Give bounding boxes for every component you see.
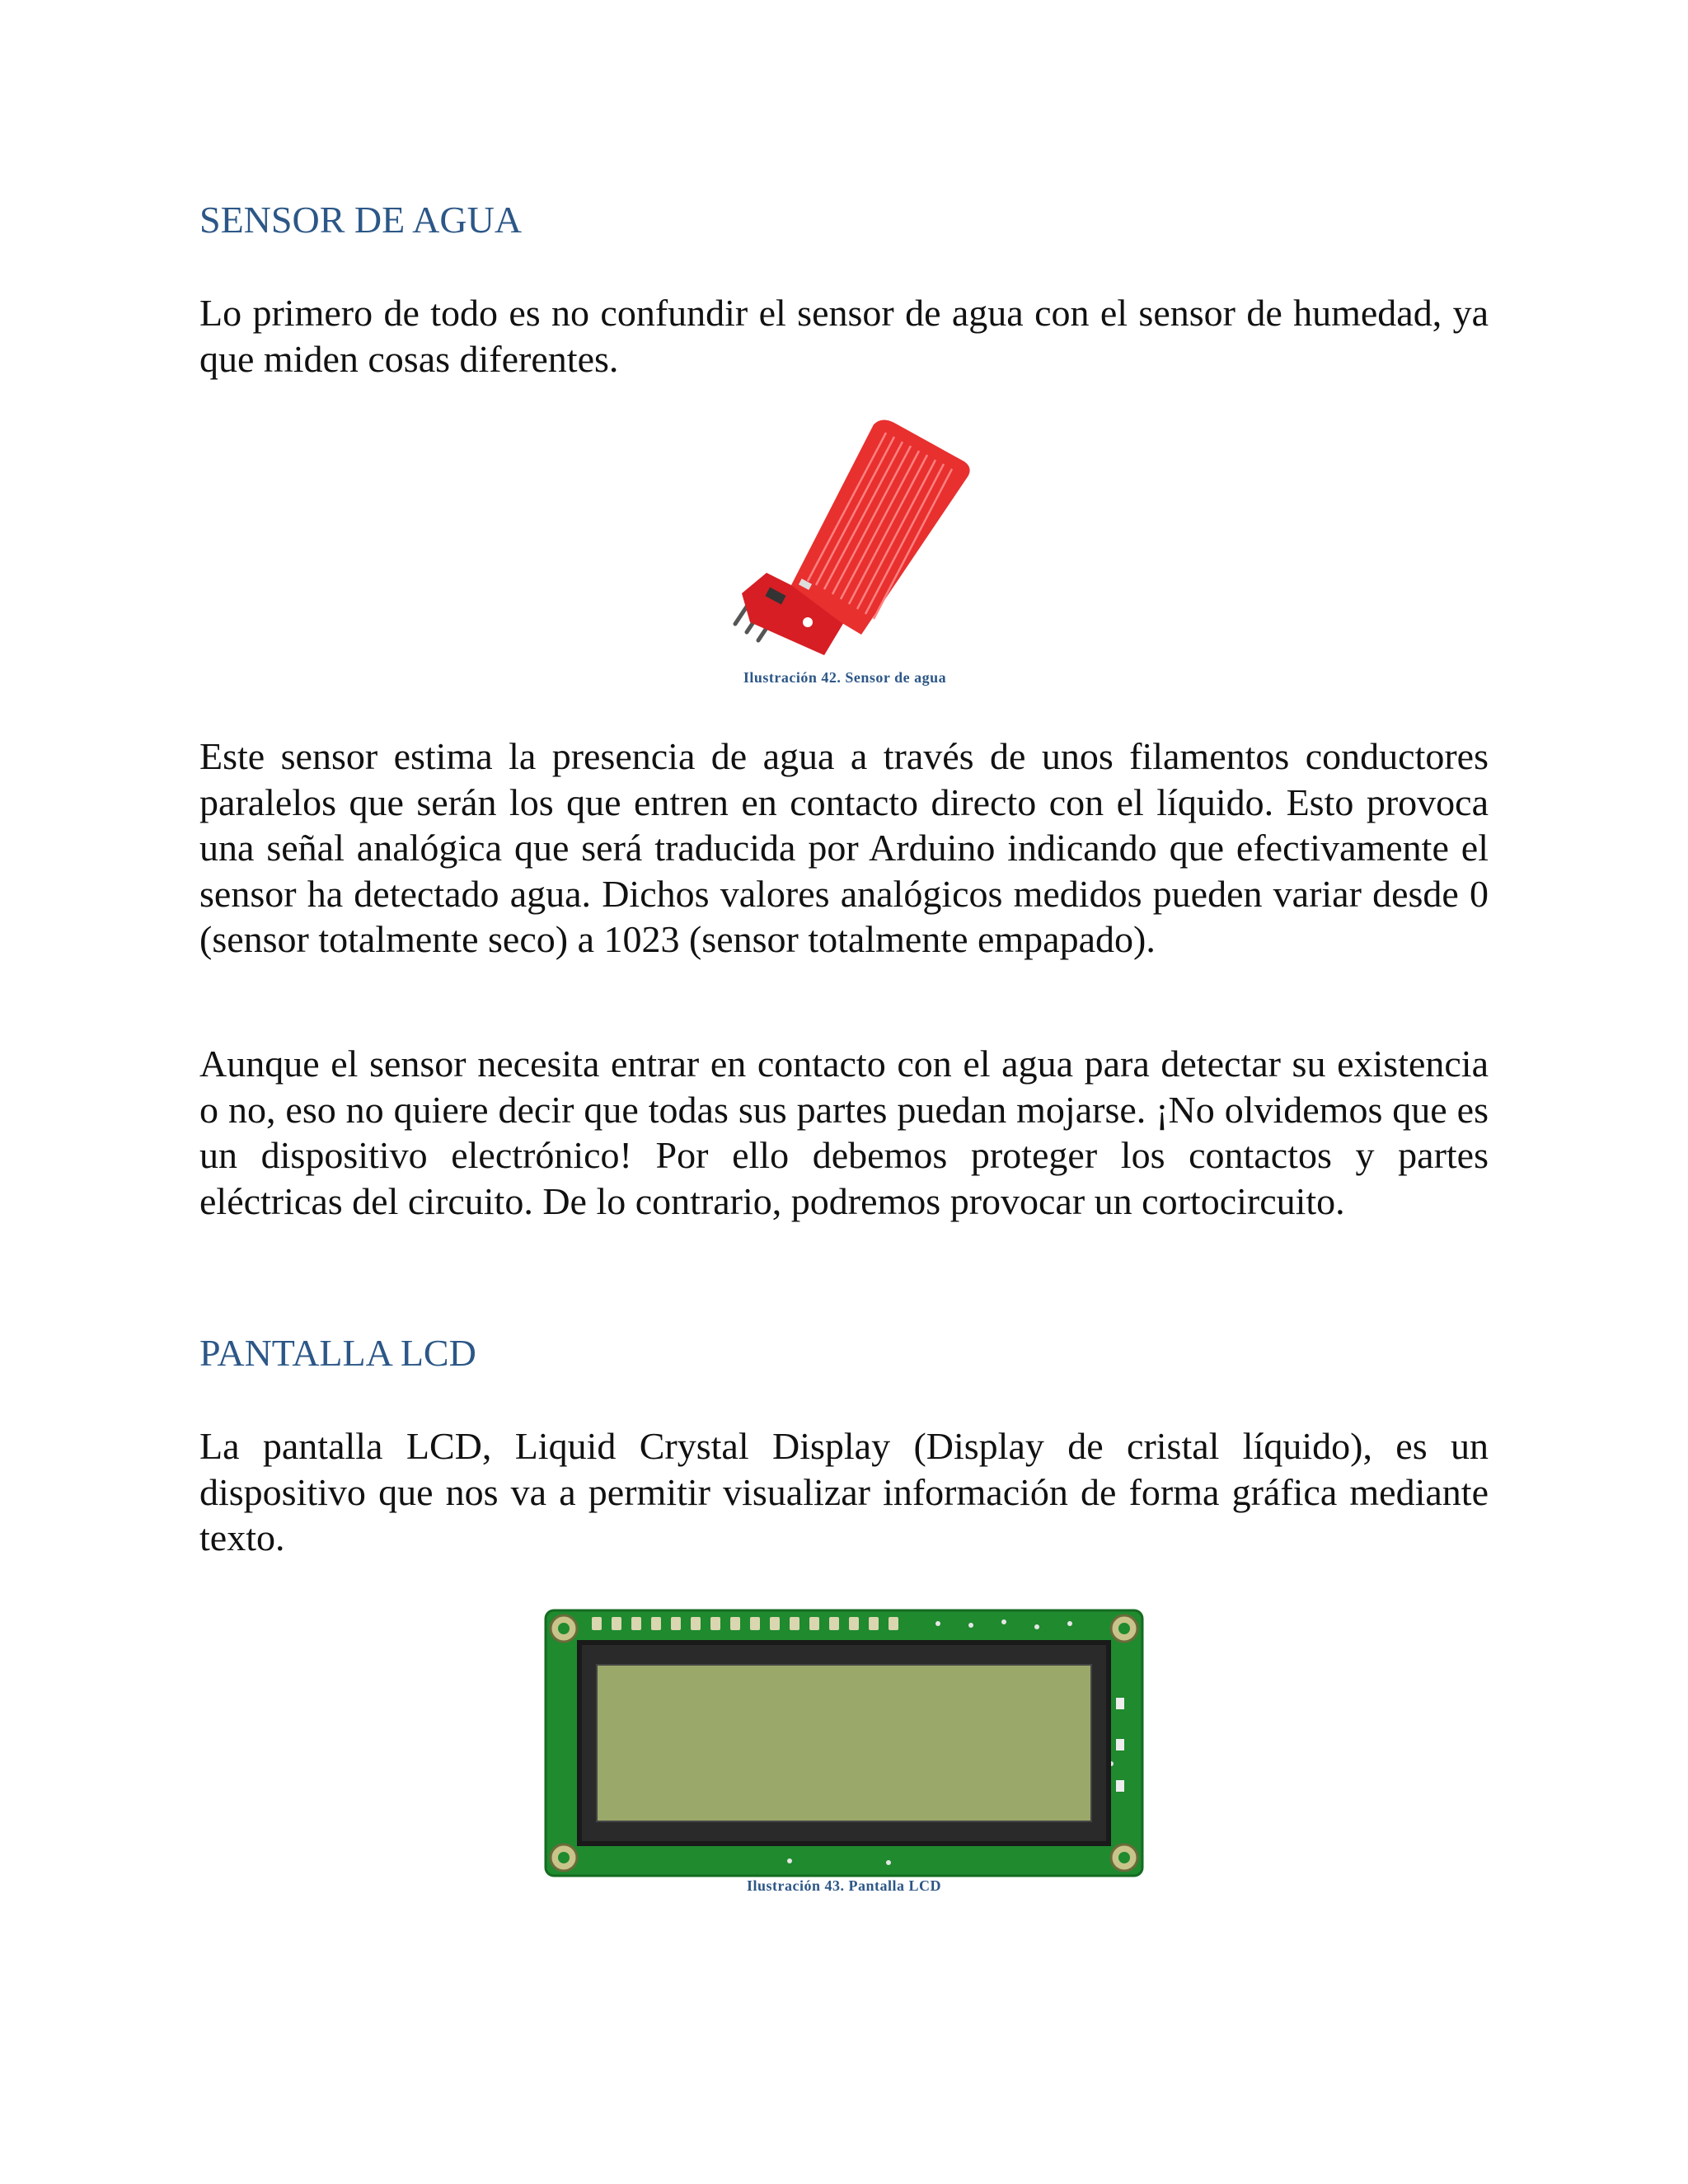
paragraph-lcd-description: La pantalla LCD, Liquid Crystal Display (Display de cristal líquido), es un dispositivo que nos va a permitir visualizar información de forma gráfica mediante texto. [199, 1425, 1489, 1558]
section-heading-sensor-de-agua: SENSOR DE AGUA [199, 199, 523, 241]
paragraph-intro-sensor: Lo primero de todo es no confundir el sensor de agua con el sensor de humedad, ya que miden cosas diferentes. [199, 292, 1489, 380]
figure-caption-43: Ilustración 43. Pantalla LCD [746, 1877, 941, 1894]
section-heading-pantalla-lcd: PANTALLA LCD [199, 1332, 476, 1374]
lcd-display-image [542, 1607, 1146, 1879]
figure-caption-42: Ilustración 42. Sensor de agua [743, 669, 947, 686]
water-sensor-image [717, 416, 973, 663]
paragraph-sensor-description: Este sensor estima la presencia de agua a través de unos filamentos conductores paralelos que serán los que entren en contacto directo con el líquido. Esto provoca una señal analógica que será traducida por Arduino indicando que efectivamente el sensor ha detectado agua. Dichos valores analógicos medidos pueden variar desde 0 (sensor totalmente seco) a 1023 (sensor totalmente empapado). [199, 735, 1489, 960]
paragraph-sensor-warning: Aunque el sensor necesita entrar en contacto con el agua para detectar su existencia o no, eso no quiere decir que todas sus partes puedan mojarse. ¡No olvidemos que es un dispositivo electrónico! Por ello debemos proteger los contactos y partes eléctricas del circuito. De lo contrario, podremos provocar un cortocircuito. [199, 1043, 1489, 1222]
